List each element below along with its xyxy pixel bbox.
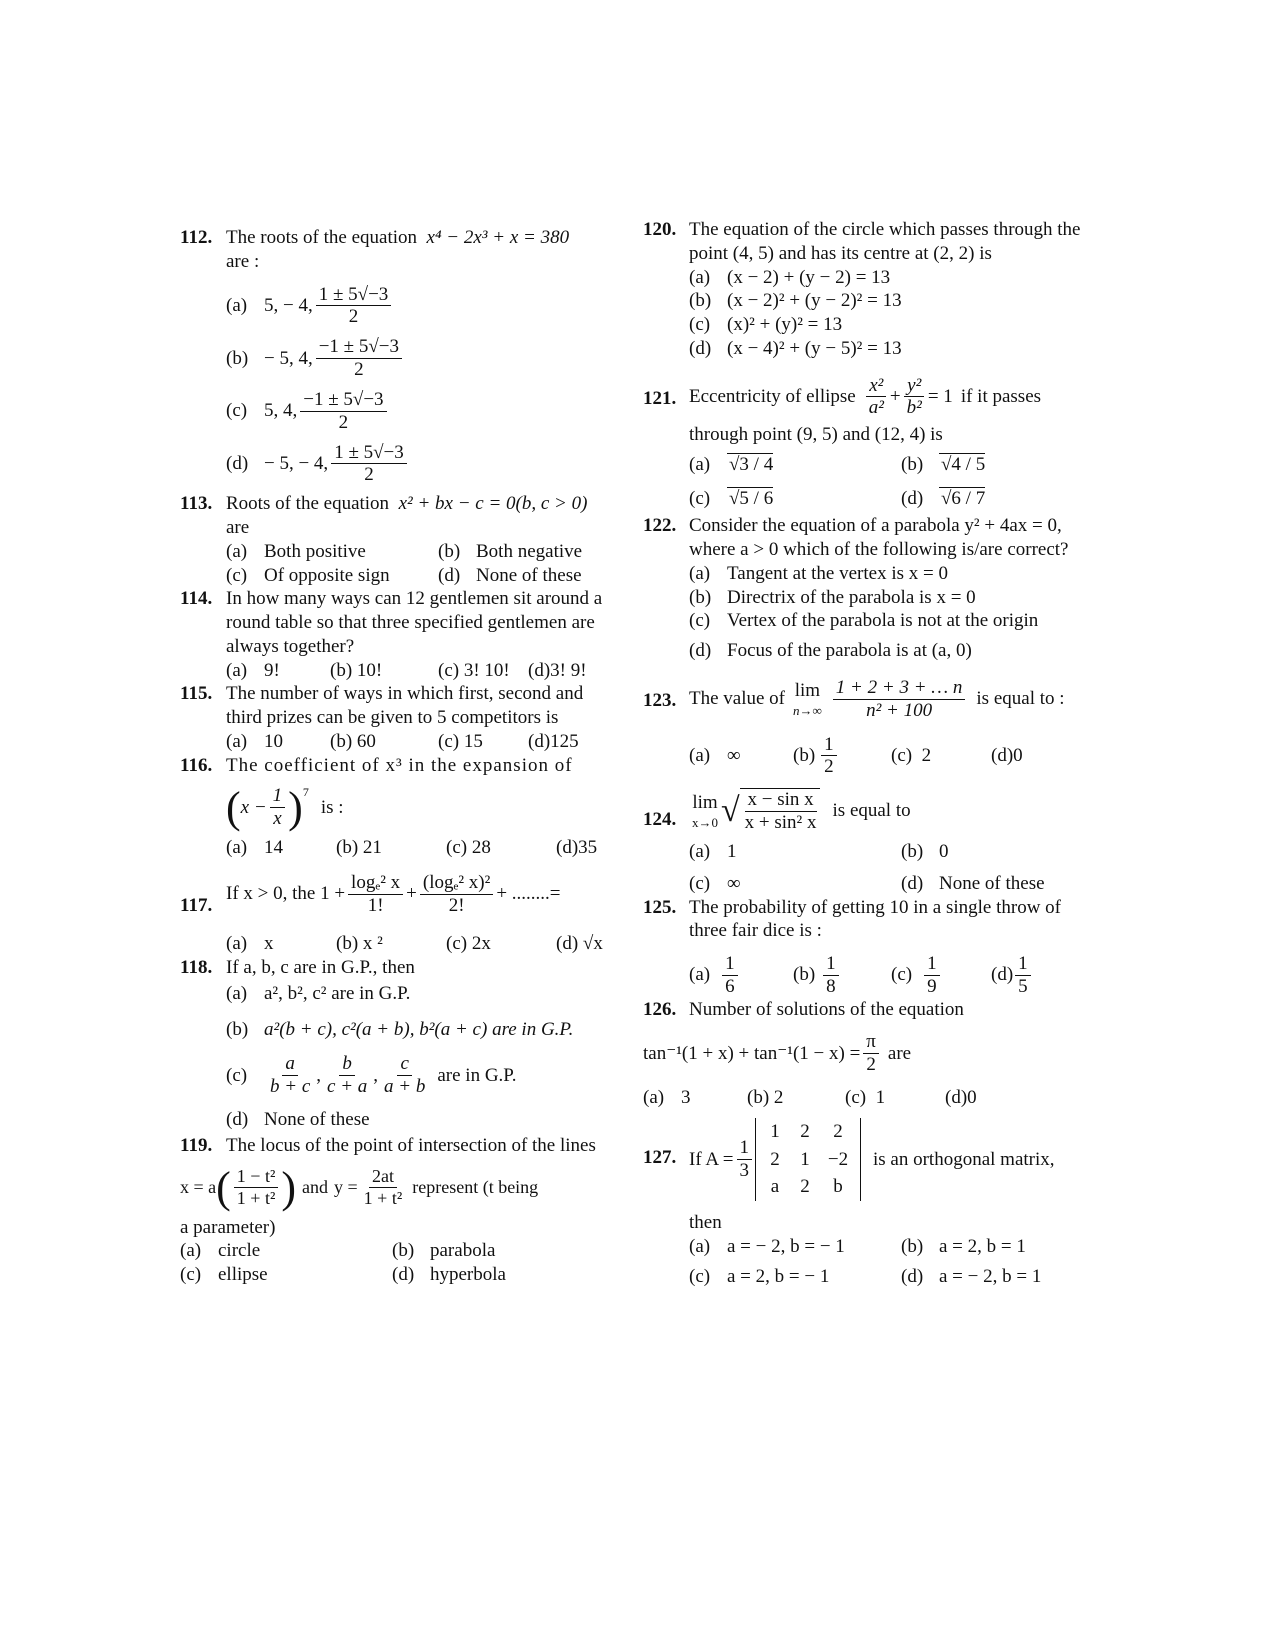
option-a[interactable]: (a) 1	[689, 841, 737, 862]
option-b[interactable]: (b) 2	[747, 1087, 784, 1109]
option-d[interactable]: (d) None of these	[226, 1109, 370, 1131]
option-a[interactable]: (a) a², b², c² are in G.P.	[226, 982, 411, 1004]
question-stem-cont: are :	[226, 250, 260, 272]
option-a[interactable]: (a) $\frac{1}{6}$	[689, 953, 793, 998]
option-d[interactable]: (d)35	[556, 836, 598, 858]
option-b[interactable]: (b) 60	[330, 730, 376, 752]
question-120: 120. The equation of the circle which passes through the point (4, 5) and has its centre at (2, 2) is (a) (x − 2) + (y − 2) = 13 (b) (x − 2)² + (y − 2)² = 13 (c) (x)² + (y)² = 13 (d) (x − 4)² + (y − 5)² = 13	[643, 218, 1083, 361]
right-column	[643, 218, 1083, 1288]
option-b[interactable]: (b) a²(b + c), c²(a + b), b²(a + c) are in G.P.	[226, 1018, 574, 1040]
expansion-expression: ( x − $\frac{1}{x}$ ) $^7$ is :	[226, 782, 344, 832]
question-number: 119.	[180, 1134, 213, 1156]
question-119: 119. The locus of the point of intersection of the lines	[180, 1134, 596, 1156]
question-number: 121.	[643, 387, 677, 409]
option-a[interactable]: (a) 10	[226, 730, 283, 752]
question-114: 114. In how many ways can 12 gentlemen sit around a round table so that three specified gentlemen are always together? (a) 9! (b) 10! (c) 3! 10! (d)3! 9!	[180, 587, 620, 682]
option-c[interactable]: (c) 28	[446, 836, 491, 858]
question-stem: The roots of the equation	[226, 227, 418, 248]
option-b[interactable]: (b) $\frac{1}{8}$	[793, 953, 891, 998]
option-b[interactable]: (b) − 5, 4, $\frac{-1 \pm 5√-3}{2}$	[226, 336, 620, 381]
option-b[interactable]: (b) 0	[901, 841, 949, 862]
question-number: 114.	[180, 588, 213, 610]
option-d[interactable]: (d)3! 9!	[528, 659, 587, 681]
question-number: 112.	[180, 227, 213, 248]
option-a[interactable]: (a) Tangent at the vertex is x = 0	[689, 562, 948, 584]
option-c[interactable]: (c) (x)² + (y)² = 13	[689, 314, 843, 335]
question-112	[180, 226, 620, 486]
option-d[interactable]: (d) Focus of the parabola is at (a, 0)	[689, 640, 972, 662]
option-c[interactable]: (c) $\frac{1}{9}$	[891, 953, 991, 998]
question-122: 122. Consider the equation of a parabola y² + 4ax = 0, where a > 0 which of the following is/are correct? (a) Tangent at the vertex is x = 0 (b) Directrix of the parabola is x = 0 (c) Vertex of the parabola is not at the origin (d) Focus of the parabola is at (a, 0)	[643, 514, 1083, 663]
question-number: 120.	[643, 219, 677, 240]
question-127: 127. If A = $\frac{1}{3}$ 1 2 2 2 1 −2 a 2 b is an orthogonal matrix, then (a) a = − 2, b = − 1 (b) a = 2, b = 1 (c) a = 2, b = − 1 (d) a = − 2, b = 1	[643, 1118, 1083, 1289]
option-d[interactable]: (d) √6 / 7	[901, 487, 986, 509]
equation: x⁴ − 2x³ + x = 380	[426, 227, 570, 248]
tan-equation: tan⁻¹(1 + x) + tan⁻¹(1 − x) = $\frac{\pi}{2}$ are	[643, 1031, 912, 1076]
option-b[interactable]: (b) $\frac{1}{2}$	[793, 734, 891, 779]
option-a[interactable]: (a) 9!	[226, 659, 280, 681]
option-d[interactable]: (d) None of these	[438, 564, 582, 586]
option-a[interactable]: (a) √3 / 4	[689, 453, 774, 475]
option-c[interactable]: (c) 3! 10!	[438, 659, 510, 681]
option-c[interactable]: (c) ellipse	[180, 1264, 268, 1286]
option-a[interactable]: (a) ∞	[689, 745, 741, 767]
option-a[interactable]: (a) 14	[226, 836, 283, 858]
locus-equation: x = a ( $\frac{\text{1 − t²}}{\text{1 + t²}}$ ) and y = $\frac{2at}{\text{1 + t²}}$ represent (t being	[180, 1162, 539, 1212]
question-number: 113.	[180, 493, 213, 515]
question-number: 123.	[643, 689, 677, 711]
question-123: 123. The value of lim n→∞ $\frac{1 + 2 + 3 + \dots n}{\text{n² + 100}}$ is equal to : (a) ∞ (b) $\frac{1}{2}$ (c) 2 (d)0	[643, 677, 1083, 778]
option-a[interactable]: (a) a = − 2, b = − 1	[689, 1235, 845, 1257]
option-d[interactable]: (d) − 5, − 4, $\frac{1 \pm 5√-3}{2}$	[226, 442, 620, 487]
option-a[interactable]: (a) circle	[180, 1240, 261, 1262]
option-a[interactable]: (a) 3	[643, 1087, 691, 1109]
option-b[interactable]: (b) x ²	[336, 933, 383, 955]
question-113: 113. Roots of the equation x² + bx − c = 0(b, c > 0) are (a) Both positive (b) Both negative (c) Of opposite sign (d) None of these	[180, 492, 620, 587]
question-124: 124. lim x→0 √ $\frac{\text{x − sin x}}{\text{x + sin² x}}$ is equal to (a) 1 (b) 0 (c) ∞ (d) None of these	[643, 788, 1083, 895]
option-a[interactable]: (a) x	[226, 933, 274, 955]
question-number: 116.	[180, 754, 213, 776]
question-121: 121. Eccentricity of ellipse $\frac{\text{x²}}{\text{a²}}$ + $\frac{\text{y²}}{\text{b²}}$ = 1 if it passes through point (9, 5) and (12, 4) is (a) √3 / 4 (b) √4 / 5 (c) √5 / 6 (d) √6 / 7	[643, 375, 1083, 511]
question-number: 115.	[180, 683, 213, 705]
option-d[interactable]: (d)0	[991, 745, 1023, 767]
option-c[interactable]: (c) √5 / 6	[689, 487, 774, 509]
question-number: 122.	[643, 515, 677, 537]
option-d[interactable]: (d) None of these	[901, 872, 1045, 894]
option-c[interactable]: (c) ∞	[689, 872, 741, 894]
option-c[interactable]: (c) Of opposite sign	[226, 564, 390, 586]
option-c[interactable]: (c) a = 2, b = − 1	[689, 1265, 830, 1287]
option-a[interactable]: (a) (x − 2) + (y − 2) = 13	[689, 266, 891, 288]
option-c[interactable]: (c) Vertex of the parabola is not at the origin	[689, 610, 1039, 632]
option-b[interactable]: (b) 21	[336, 836, 382, 858]
option-c[interactable]: (c) 2x	[446, 933, 491, 955]
option-c[interactable]: (c) 15	[438, 730, 483, 752]
option-d[interactable]: (d)125	[528, 730, 579, 752]
question-number: 126.	[643, 998, 677, 1020]
option-a[interactable]: (a) 5, − 4, $\frac{1 \pm 5√-3}{2}$	[226, 284, 620, 329]
option-d[interactable]: (d)0	[945, 1087, 977, 1109]
option-d[interactable]: (d) $\frac{1}{5}$	[991, 953, 1081, 998]
option-c[interactable]: (c) $\frac{a}{b + c}$ , $\frac{b}{c + a}$ , $\frac{c}{a + b}$ are in G.P.	[226, 1053, 517, 1098]
option-a[interactable]: (a) Both positive	[226, 540, 366, 562]
option-b[interactable]: (b) a = 2, b = 1	[901, 1235, 1026, 1257]
option-c[interactable]: (c) 5, 4, $\frac{-1 \pm 5√-3}{2}$	[226, 389, 620, 434]
option-b[interactable]: (b) √4 / 5	[901, 453, 986, 475]
option-d[interactable]: (d) √x	[556, 933, 603, 955]
question-118: 118. If a, b, c are in G.P., then (a) a², b², c² are in G.P. (b) a²(b + c), c²(a + b), b²(a + c) are in G.P. (c) $\frac{a}{b + c}$ , $\frac{b}{c + a}$ , $\frac{c}{a + b}$ are in G.P. (d) None of these	[180, 956, 620, 1132]
option-d[interactable]: (d) a = − 2, b = 1	[901, 1265, 1042, 1287]
question-116: 116. The coefficient of x³ in the expansion of ( x − $\frac{1}{x}$ ) $^7$ is : (a) 14 (b) 21 (c) 28 (d)35	[180, 754, 620, 860]
option-b[interactable]: (b) 10!	[330, 659, 383, 681]
question-126: 126. Number of solutions of the equation	[643, 998, 964, 1020]
question-number: 118.	[180, 957, 213, 979]
option-c[interactable]: (c) 1	[845, 1087, 886, 1109]
option-b[interactable]: (b) parabola	[392, 1240, 496, 1262]
option-b[interactable]: (b) (x − 2)² + (y − 2)² = 13	[689, 290, 902, 312]
option-b[interactable]: (b) Both negative	[438, 540, 583, 562]
question-115: 115. The number of ways in which first, second and third prizes can be given to 5 competitors is (a) 10 (b) 60 (c) 15 (d)125	[180, 682, 620, 753]
left-column: 112. The roots of the equation x⁴ − 2x³ + x = 380 are : (a) 5, − 4, $\frac{1 \pm 5√-3}{2}$ (b) − 5, 4, $\frac{-1 \pm 5√-3}{2}$ (c) 5, 4, $\frac{-1 \pm 5√-3}{2}$ (d) − 5, − 4, $\frac{1 \pm 5√-3}{2}$ 113. Roots of the equation x² + bx − c = 0(b, c > 0) are (a) Both positive (b) Both negative (c) Of opposite sign (d) None of these 114. In how many ways can 12 gentlemen sit around a round table so that three specified gentlemen are always together? (a) 9! (b) 10! (c) 3! 10! (d)3! 9! 115. The number of ways in which first, second and third prizes can be given to 5 competitors is (a) 10 (b) 60 (c) 15 (d)125 116. The coefficient of x³ in the expansion of ( x − $\frac{1}{x}$ ) $^7$ is : (a) 14 (b) 21 (c) 28 (d)35 117. If x > 0, the 1 + $\frac{\text{logₑ² x}}{1!}$ + $\frac{\text{(logₑ² x)²}}{2!}$ + ........= (a) x (b) x ² (c) 2x (d) √x 118. If a, b, c are in G.P., then (a) a², b², c² are in G.P. (b) a²(b + c), c²(a + b), b²(a + c) are in G.P. (c) $\frac{a}{b + c}$ , $\frac{b}{c + a}$ , $\frac{c}{a + b}$ are in G.P. (d) None of these 119. The locus of the point of intersection of the lines x = a ( $\frac{\text{1 − t²}}{\text{1 + t²}}$ ) and y = $\frac{2at}{\text{1 + t²}}$ represent (t being a parameter) (a) circle (b) parabola (c) ellipse (d) hyperbola	[180, 218, 620, 1287]
option-c[interactable]: (c) 2	[891, 745, 932, 767]
question-number: 127.	[643, 1146, 677, 1168]
question-125: 125. The probability of getting 10 in a single throw of three fair dice is : (a) $\frac{1}{6}$ (b) $\frac{1}{8}$ (c) $\frac{1}{9}$ (d) $\frac{1}{5}$	[643, 896, 1083, 998]
question-117: 117. If x > 0, the 1 + $\frac{\text{logₑ² x}}{1!}$ + $\frac{\text{(logₑ² x)²}}{2!}$ + ........= (a) x (b) x ² (c) 2x (d) √x	[180, 872, 620, 956]
option-b[interactable]: (b) Directrix of the parabola is x = 0	[689, 586, 976, 608]
matrix: 1 2 2 2 1 −2 a 2 b	[755, 1118, 861, 1201]
option-d[interactable]: (d) (x − 4)² + (y − 5)² = 13	[689, 337, 902, 359]
question-number: 125.	[643, 896, 677, 918]
option-d[interactable]: (d) hyperbola	[392, 1264, 506, 1286]
question-number: 124.	[643, 809, 677, 831]
question-number: 117.	[180, 894, 213, 916]
